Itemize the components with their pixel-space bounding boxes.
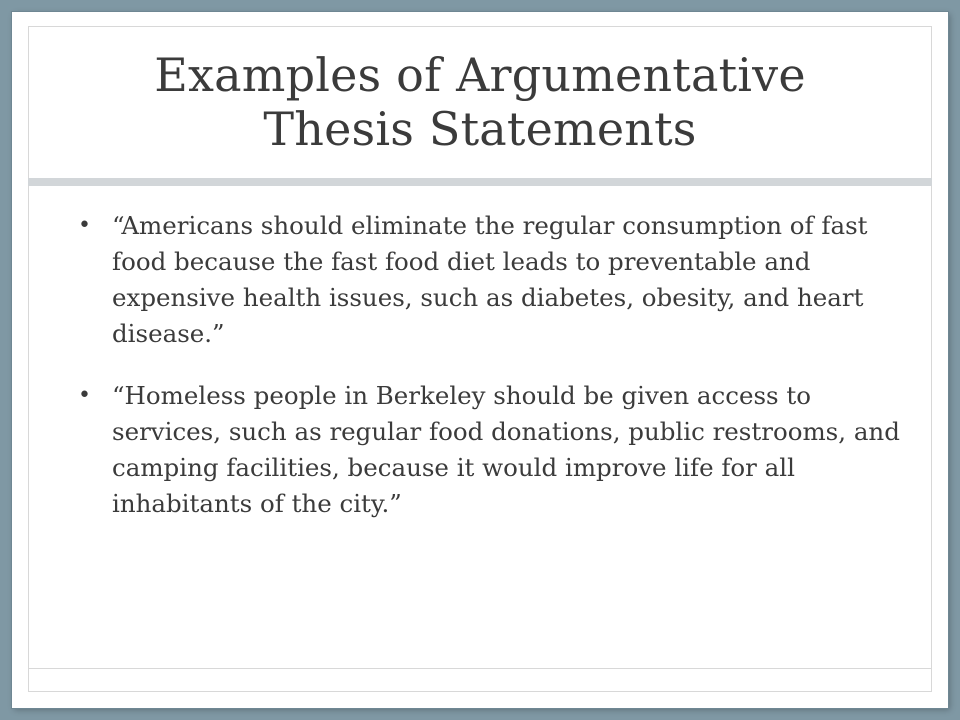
bullet-icon: •: [78, 383, 91, 408]
content-area: [72, 208, 902, 548]
bullet-text: “Homeless people in Berkeley should be given access to services, such as regular food donations, public restrooms, and camping facilities, because it would improve life for all inhabitants of the city.”: [112, 381, 900, 518]
bullet-item: [72, 378, 902, 522]
footer-divider: [28, 668, 932, 669]
title-area: [28, 26, 932, 178]
bullet-icon: •: [78, 213, 91, 238]
bullet-text: “Americans should eliminate the regular consumption of fast food because the fast food diet leads to preventable and expensive health issues, such as diabetes, obesity, and heart disease.”: [112, 211, 868, 348]
title-divider: [28, 178, 932, 186]
slide: [12, 12, 948, 708]
bullet-item: [72, 208, 902, 352]
slide-title: Examples of Argumentative Thesis Statements: [154, 48, 806, 156]
bullet-list: [72, 208, 902, 522]
